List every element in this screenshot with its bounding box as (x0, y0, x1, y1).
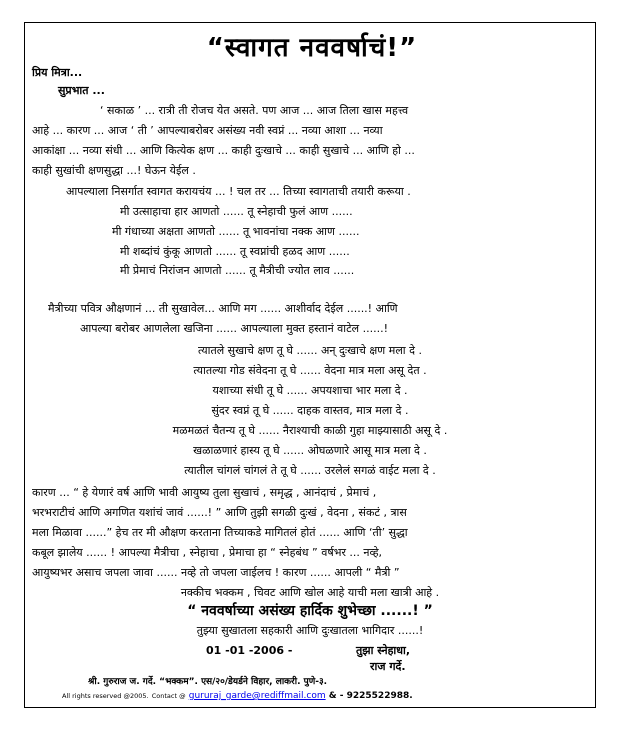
wish-subline: तुझ्या सुखातला सहकारी आणि दुःखातला भागिदार ......! (196, 624, 424, 637)
para3-line: आयुष्यभर असाच जपला जावा ...... नव्हे तो जपला जाईलच ! कारण ...... आपली “ मैत्री ” (32, 566, 400, 579)
welcome-line: आपल्याला निसर्गात स्वागत करायचंय ... ! चल तर ... तिच्या स्वागताची तयारी करूया . (66, 185, 411, 198)
request-line: त्यातले सुखाचे क्षण तू घे ...... अन् दुःखाचे क्षण मला दे . (198, 344, 422, 357)
request-line: यशाच्या संधी तू घे ...... अपयशाचा भार मला दे . (212, 384, 408, 397)
para3-line: कबूल झालेय ...... ! आपल्या मैत्रीचा , स्नेहाचा , प्रेमाचा हा “ स्नेहबंध ” वर्षभर ... नव्हे, (32, 546, 383, 559)
para2-line: आपल्या बरोबर आणलेला खजिना ...... आपल्याला मुक्त हस्तानं वाटेल ......! (80, 322, 389, 335)
welcome-line: मी गंधाच्या अक्षता आणतो ...... तू भावनांचा नक्क आण ...... (112, 225, 360, 238)
suprabhat: सुप्रभात ... (58, 84, 105, 97)
author-line: श्री. गुरुराज ज. गर्दे. “भक्कम”. एस/२०/डेयर्डने विहार, लाकरी. पुणे-३. (88, 677, 328, 687)
contact-label: Contact @ (151, 692, 186, 700)
welcome-line: मी उत्साहाचा हार आणतो ...... तू स्नेहाची फुलं आण ...... (120, 205, 353, 218)
new-year-wish: “ नववर्षाच्या असंख्य हार्दिक शुभेच्छा ......! ” (187, 603, 433, 619)
request-line: सुंदर स्वप्नं तू घे ...... दाहक वास्तव, मात्र मला दे . (211, 404, 409, 417)
para1-line: आहे ... कारण ... आज ‘ ती ’ आपल्याबरोबर असंख्य नवी स्वप्नं ... नव्या आशा ... नव्या (32, 124, 383, 137)
closing: तुझा स्नेहाधा, (356, 644, 411, 657)
request-line: मळमळतं चैतन्य तू घे ...... नैराश्याची काळी गुहा माझ्यासाठी असू दे . (172, 424, 448, 437)
para1-line: काही सुखांची क्षणसुद्धा ...! घेऊन येईल . (32, 164, 196, 177)
phone-icon: & - (328, 691, 344, 701)
para1-line: आकांक्षा ... नव्या संधी ... आणि कित्येक क्षण ... काही दुःखाचे ... काही सुखाचे ... आणि हो ... (32, 144, 415, 157)
rights-text: All rights reserved @2005. (62, 692, 149, 700)
signature-name: राज गर्दे. (370, 660, 406, 673)
greeting: प्रिय मित्रा... (32, 66, 83, 79)
request-line: खळाळणारं हास्य तू घे ...... ओघळणारे आसू मात्र मला दे . (193, 444, 427, 457)
request-line: त्यातील चांगलं चांगलं ते तू घे ...... उरलेलं सगळं वाईट मला दे . (184, 464, 436, 477)
phone-number: 9225522988. (346, 691, 413, 701)
para3-line: नक्कीच भक्कम , चिवट आणि खोल आहे याची मला खात्री आहे . (180, 586, 440, 599)
para1-line: ‘ सकाळ ’ ... रात्री ती रोजच येत असते. पण आज ... आज तिला खास महत्त्व (100, 104, 409, 117)
para3-line: कारण ... “ हे येणारं वर्ष आणि भावी आयुष्य तुला सुखाचं , समृद्ध , आनंदाचं , प्रेमाचं , (32, 486, 377, 499)
email-link[interactable]: gururaj_garde@rediffmail.com (188, 691, 326, 701)
request-line: त्यातल्या गोड संवेदना तू घे ...... वेदना मात्र मला असू देत . (193, 364, 427, 377)
para2-line: मैत्रीच्या पवित्र औक्षणानं ... ती सुखावेल... आणि मग ...... आशीर्वाद देईल ......! आणि (48, 302, 398, 315)
welcome-line: मी शब्दांचं कुंकू आणतो ...... तू स्वप्नांची हळद आण ...... (120, 245, 350, 258)
para3-line: मला मिळावा ......” हेच तर मी औक्षण करताना तिच्याकडे मागितलं होतं ...... आणि ‘ती’ सुद्धा (32, 526, 408, 539)
date: 01 -01 -2006 - (206, 644, 293, 657)
footer-contact (62, 690, 413, 702)
para3-line: भरभराटीचं आणि अगणित यशांचं जावं ......! ” आणि तुझी सगळी दुःखं , वेदना , संकटं , त्रास (32, 506, 407, 519)
welcome-line: मी प्रेमाचं निरांजन आणतो ...... तू मैत्रीची ज्योत लाव ...... (120, 264, 355, 277)
page-title: “स्वागत नववर्षाचं!” (206, 33, 418, 63)
